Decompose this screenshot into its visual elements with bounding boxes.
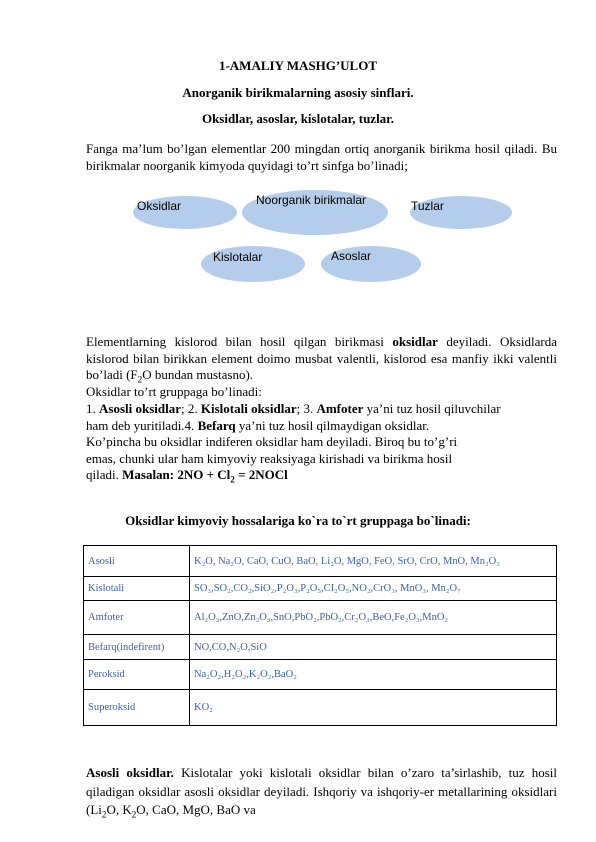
basic-oxides-paragraph: Asosli oksidlar. Kislotalar yoki kislotali oksidlar bilan o’zaro ta’sirlashib, tuz hosil qiladigan oksidlar asosli oksidlar deyiladi. Ishqoriy va ishqoriy-er metallarining oksidlari ($Li_2O$, $K_2O$, CaO, MgO, BaO va bbox=[86, 765, 557, 820]
table-row bbox=[84, 690, 557, 726]
table-cell-name: Kislotali bbox=[84, 577, 190, 601]
table-heading: Oksidlar kimyoviy hossalariga ko`ra to`rt gruppaga bo`linadi: bbox=[125, 513, 471, 528]
label-tuzlar: Tuzlar bbox=[411, 199, 444, 213]
label-kislotalar: Kislotalar bbox=[213, 250, 263, 264]
oxide-table bbox=[83, 545, 557, 726]
table-cell-name: Superoksid bbox=[84, 690, 190, 726]
groups-intro: Oksidlar to’rt gruppaga bo’linadi: bbox=[86, 384, 262, 399]
table-cell-formulas: K₂O, Na₂O, CaO, CuO, BaO, Li₂O, MgO, FeO, SrO, CrO, MnO, Mn₂O₃ bbox=[190, 546, 557, 577]
label-asoslar: Asoslar bbox=[331, 249, 372, 263]
groups-line-5: qiladi. Masalan: $2NO + Cl_2$ = 2NOCl bbox=[86, 467, 288, 485]
label-oksidlar: Oksidlar bbox=[137, 199, 182, 213]
table-row bbox=[84, 546, 557, 577]
table-cell-formulas: SO₃,SO₂,CO₂,SiO₂,P₂O₃,P₂O₅,CI₂O₅,NO₂,CrO₃, MnO₃, Mn₂O₇ bbox=[190, 577, 557, 601]
table-cell-name: Peroksid bbox=[84, 660, 190, 690]
table-cell-name: Asosli bbox=[84, 546, 190, 577]
subtitle-topics: Oksidlar, asoslar, kislotalar, tuzlar. bbox=[201, 111, 395, 126]
intro-paragraph: Fanga ma’lum bo’lgan elementlar 200 mingdan ortiq anorganik birikma hosil qiladi. Bu birikmalar noorganik kimyoda quyidagi to’rt sinfga bo’linadi; bbox=[86, 141, 557, 173]
page-title: 1-AMALIY MASHG’ULOT bbox=[218, 58, 378, 73]
groups-line-1: 1. Asosli oksidlar; 2. Kislotali oksidlar; 3. Amfoter ya’ni tuz hosil qiluvchilar bbox=[86, 401, 501, 416]
subtitle-classes: Anorganik birikmalarning asosiy sinflari. bbox=[182, 85, 414, 100]
table-cell-name: Amfoter bbox=[84, 601, 190, 635]
table-cell-name: Befarq(indefirent) bbox=[84, 635, 190, 660]
table-cell-formulas: Al₂O₃,ZnO,Zn₂O₃,SnO,PbO₂,PbO₂,Cr₂O₃,BeO,Fe₂O₃,MnO₂ bbox=[190, 601, 557, 635]
groups-line-2: ham deb yuritiladi.4. Befarq ya’ni tuz hosil qilmaydigan oksidlar. bbox=[86, 418, 430, 433]
table-row bbox=[84, 577, 557, 601]
table-row bbox=[84, 660, 557, 690]
groups-line-4: emas, chunki ular ham kimyoviy reaksiyaga kirishadi va birikma hosil bbox=[86, 451, 453, 466]
table-cell-formulas: KO₂ bbox=[190, 690, 557, 726]
table-row bbox=[84, 601, 557, 635]
table-cell-formulas: NO,CO,N₂O,SiO bbox=[190, 635, 557, 660]
oxide-definition-paragraph: Elementlarning kislorod bilan hosil qilgan birikmasi oksidlar deyiladi. Oksidlarda kislorod bilan birikkan element doimo musbat valentli, kislorod esa manfiy ikki valentli bo’ladi ($F_2O$ bundan mustasno). bbox=[86, 334, 557, 385]
table-row bbox=[84, 635, 557, 660]
groups-line-3: Ko’pincha bu oksidlar indiferen oksidlar ham deyiladi. Biroq bu to’g’ri bbox=[86, 434, 458, 449]
table-cell-formulas: Na₂O₂,H₂O₂,K₂O₂,BaO₂ bbox=[190, 660, 557, 690]
label-noorganik: Noorganik birikmalar bbox=[256, 193, 367, 207]
